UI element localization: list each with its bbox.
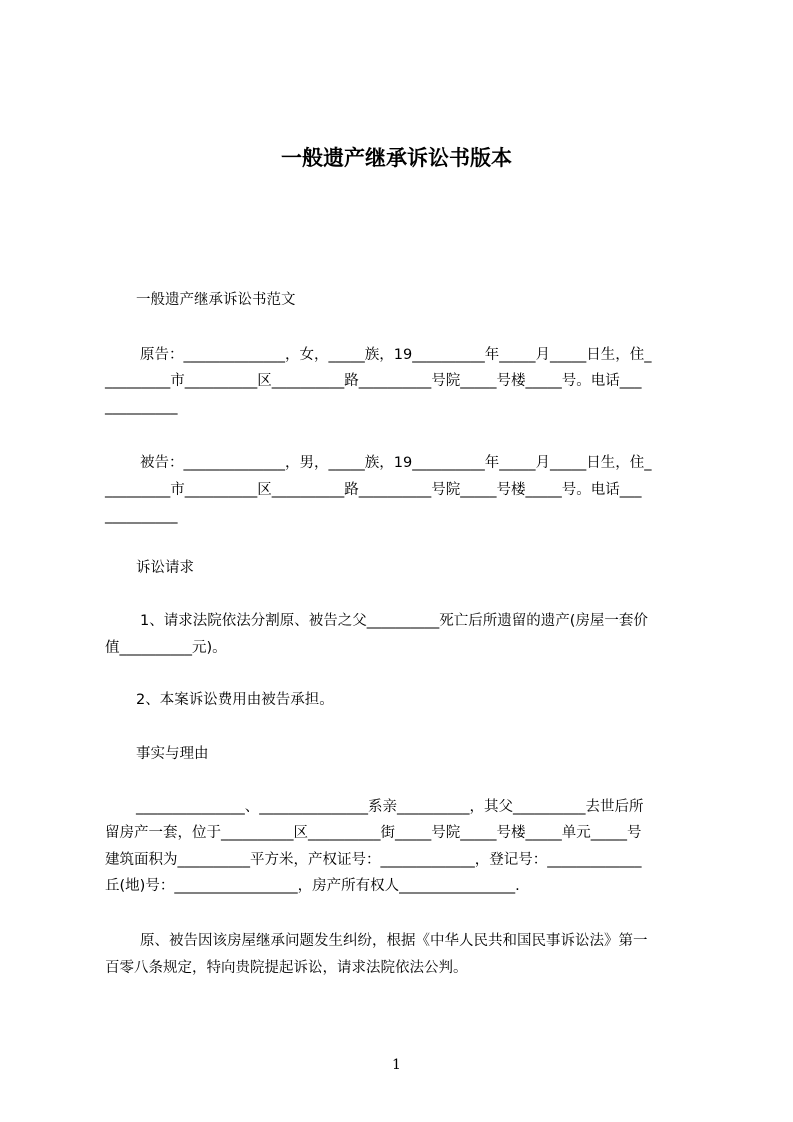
conclusion-line-1: 原、被告因该房屋继承问题发生纠纷，根据《中华人民共和国民事诉讼法》第一 [140, 933, 648, 949]
plaintiff-line-2: _________市__________区__________路__________号院_____号楼_____号。电话___ [105, 373, 642, 389]
conclusion-line-2: 百零八条规定，特向贵院提起诉讼，请求法院依法公判。 [105, 960, 468, 976]
defendant-line-3: __________ [105, 508, 178, 524]
claim-1-line-2: 值__________元)。 [105, 640, 227, 656]
section-heading-sample: 一般遗产继承诉讼书范文 [136, 292, 296, 308]
facts-line-1: _______________、_______________系亲__________，其父__________去世后所 [136, 799, 644, 815]
page-number: 1 [392, 1057, 401, 1073]
document-title: 一般遗产继承诉讼书版本 [281, 146, 512, 170]
defendant-line-1: 被告：______________，男，_____族，19__________年_____月_____日生，住_ [140, 455, 652, 471]
facts-line-2: 留房产一套，位于__________区__________街_____号院_____号楼_____单元_____号 [105, 825, 642, 841]
facts-line-4: 丘(地)号：_________________，房产所有权人________________. [105, 878, 520, 894]
claim-2-line: 2、本案诉讼费用由被告承担。 [136, 692, 334, 708]
facts-line-3: 建筑面积为__________平方米，产权证号：_____________，登记号：_____________ [105, 852, 642, 868]
plaintiff-line-3: __________ [105, 399, 178, 415]
section-heading-claims: 诉讼请求 [136, 560, 194, 576]
plaintiff-line-1: 原告：______________，女，_____族，19__________年_____月_____日生，住_ [140, 347, 652, 363]
defendant-line-2: _________市__________区__________路__________号院_____号楼_____号。电话___ [105, 482, 642, 498]
section-heading-facts: 事实与理由 [136, 746, 209, 762]
claim-1-line-1: 1、请求法院依法分割原、被告之父__________死亡后所遗留的遗产(房屋一套价 [140, 613, 648, 629]
